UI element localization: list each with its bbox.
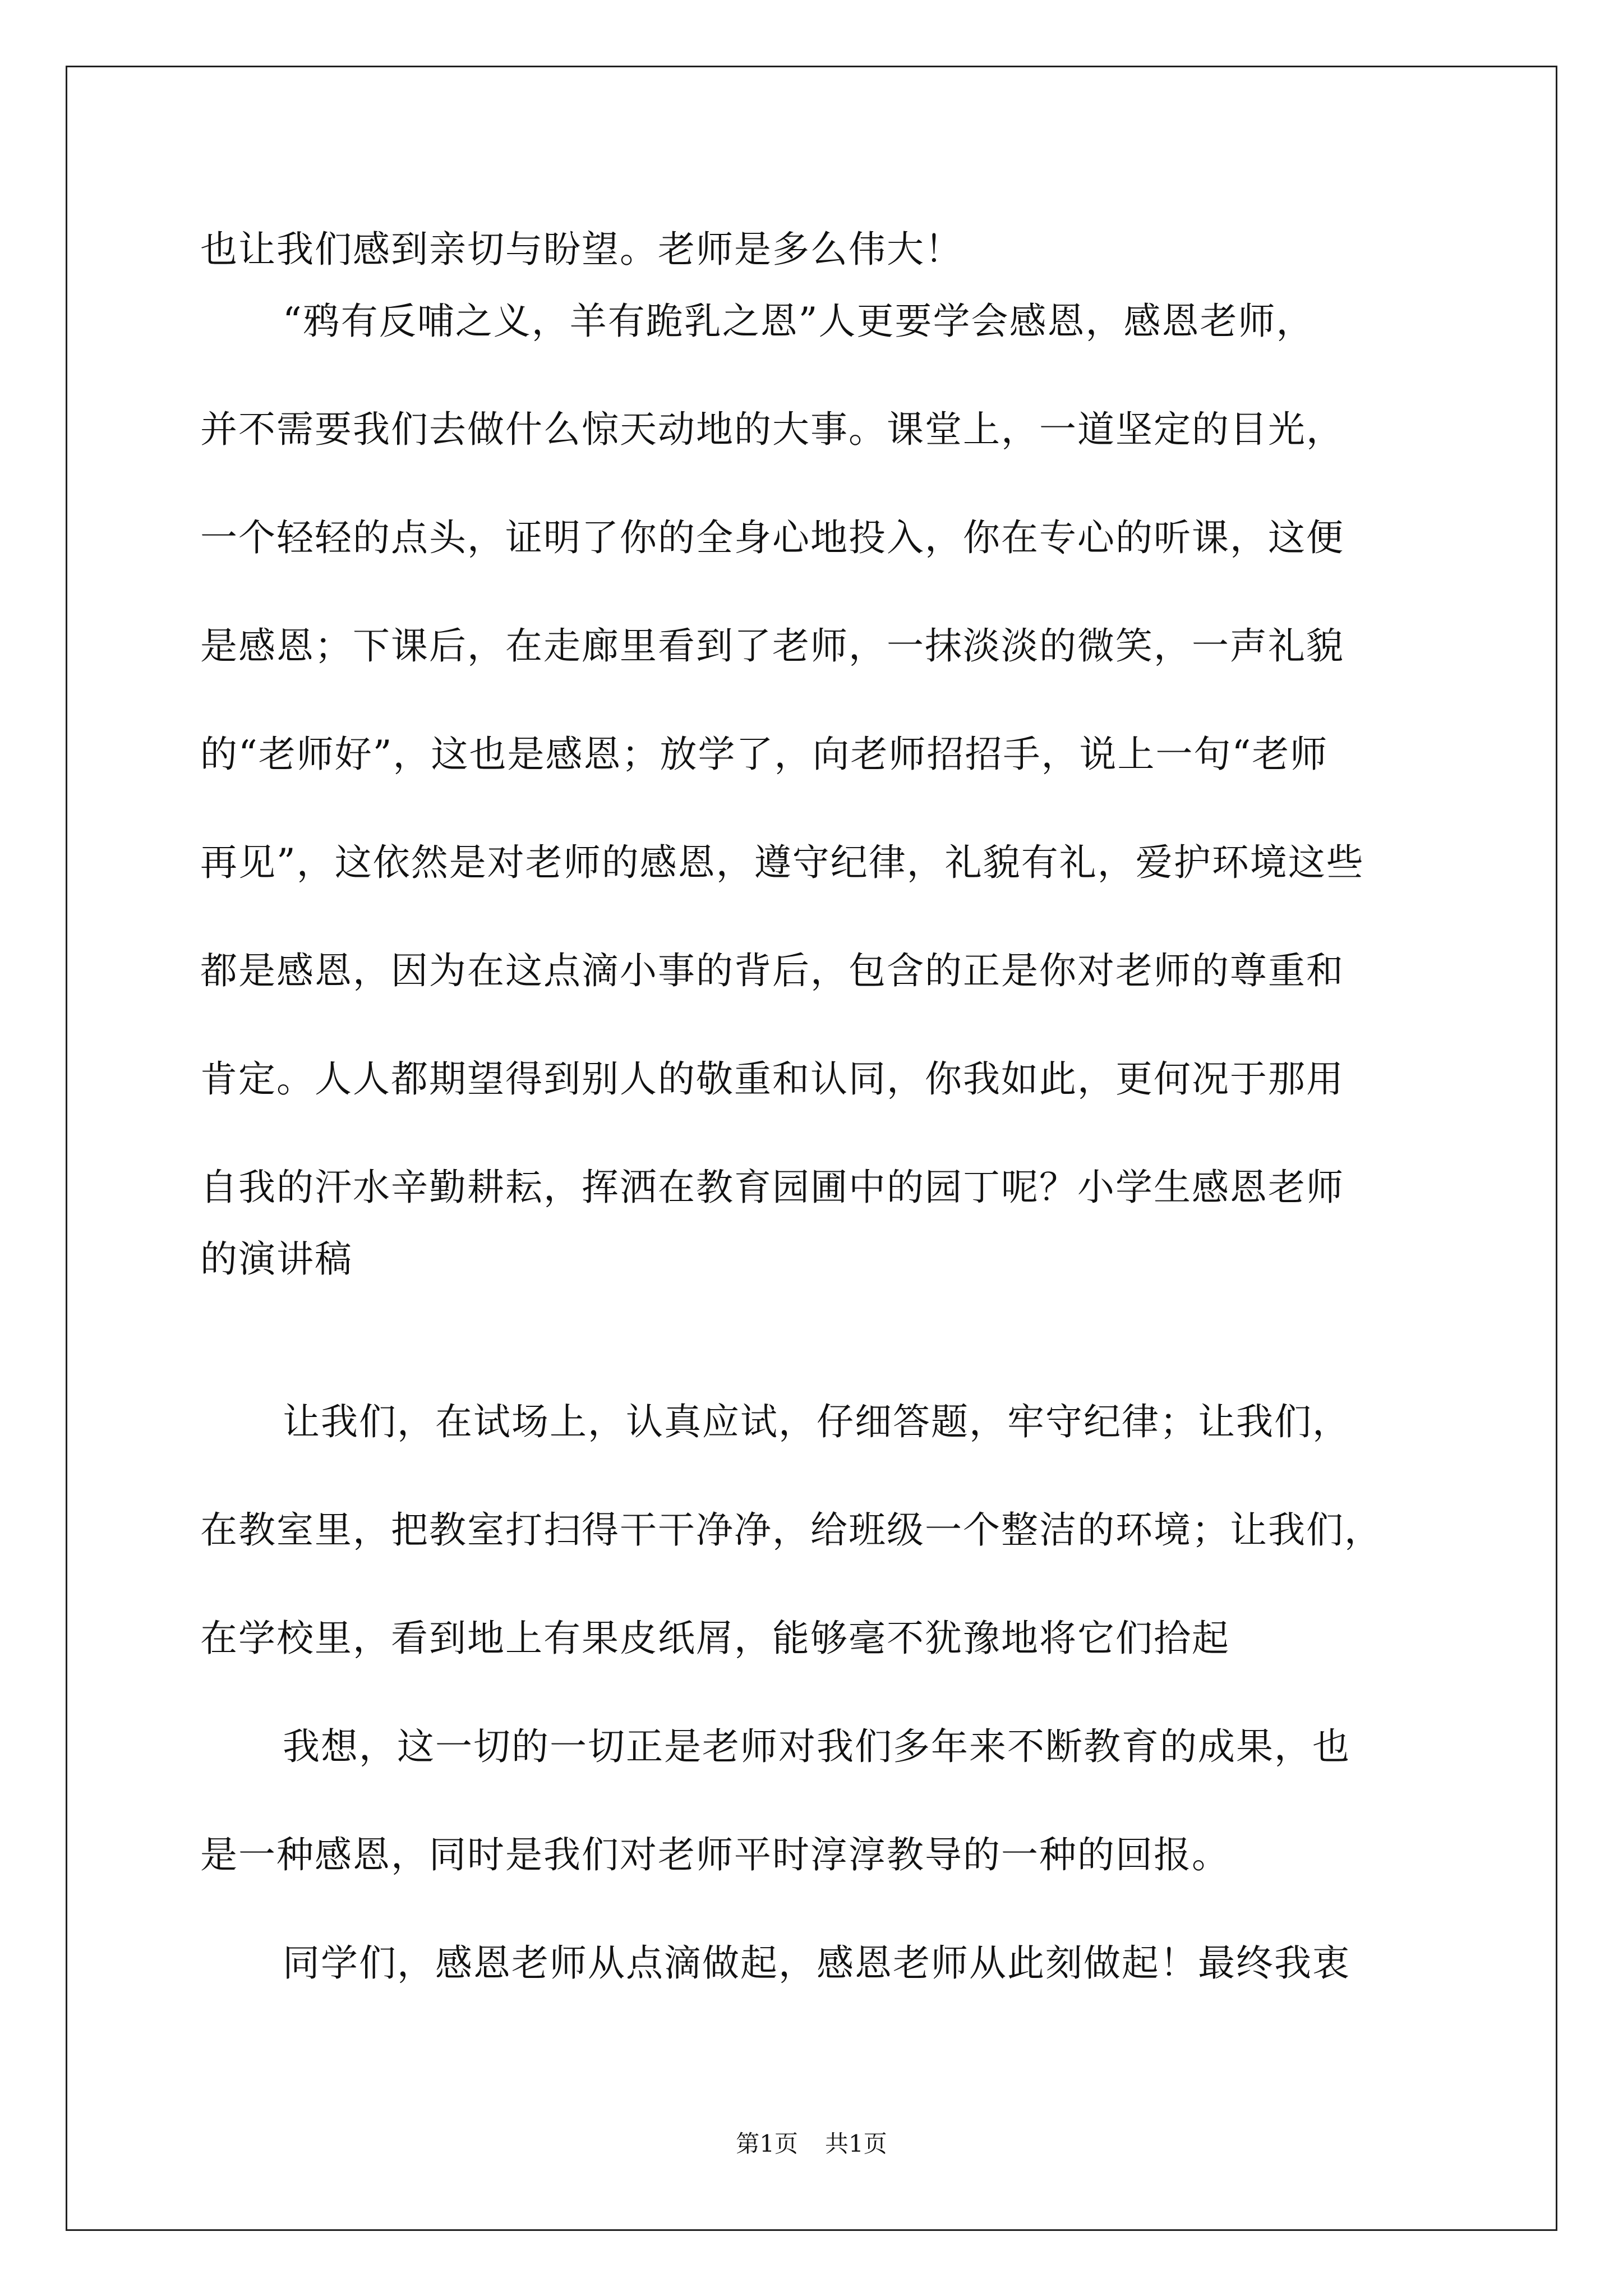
text-line: 是感恩；下课后，在走廊里看到了老师，一抹淡淡的微笑，一声礼貌	[200, 624, 1344, 668]
paragraph-start-line: 我想，这一切的一切正是老师对我们多年来不断教育的成果，也	[283, 1725, 1350, 1768]
paragraph-start-line: 同学们，感恩老师从点滴做起，感恩老师从此刻做起！最终我衷	[283, 1941, 1350, 1985]
text-line: 是一种感恩，同时是我们对老师平时淳淳教导的一种的回报。	[200, 1833, 1230, 1876]
page-border	[66, 66, 1557, 2231]
text-line: 并不需要我们去做什么惊天动地的大事。课堂上，一道坚定的目光，	[200, 408, 1344, 451]
text-line: 肯定。人人都期望得到别人的敬重和认同，你我如此，更何况于那用	[200, 1057, 1344, 1101]
paragraph-start-line: “鸦有反哺之义，羊有跪乳之恩”人更要学会感恩，感恩老师，	[283, 300, 1315, 343]
text-line: 在教室里，把教室打扫得干干净净，给班级一个整洁的环境；让我们，	[200, 1508, 1382, 1552]
text-line: 在学校里，看到地上有果皮纸屑，能够毫不犹豫地将它们拾起	[200, 1617, 1230, 1660]
page-footer	[0, 2130, 1623, 2158]
text-line: 都是感恩，因为在这点滴小事的背后，包含的正是你对老师的尊重和	[200, 949, 1344, 992]
text-line: 再见”，这依然是对老师的感恩，遵守纪律，礼貌有礼，爱护环境这些	[200, 841, 1364, 884]
page-total: 共1页	[825, 2130, 887, 2157]
text-line: 也让我们感到亲切与盼望。老师是多么伟大！	[200, 228, 963, 271]
text-line: 自我的汗水辛勤耕耘，挥洒在教育园圃中的园丁呢？小学生感恩老师	[200, 1166, 1344, 1209]
text-line: 一个轻轻的点头，证明了你的全身心地投入，你在专心的听课，这便	[200, 516, 1344, 559]
text-line: 的演讲稿	[200, 1237, 353, 1281]
paragraph-start-line: 让我们，在试场上，认真应试，仔细答题，牢守纪律；让我们，	[283, 1400, 1350, 1443]
text-line: 的“老师好”，这也是感恩；放学了，向老师招招手，说上一句“老师	[200, 733, 1329, 776]
page-number: 第1页	[736, 2130, 798, 2157]
